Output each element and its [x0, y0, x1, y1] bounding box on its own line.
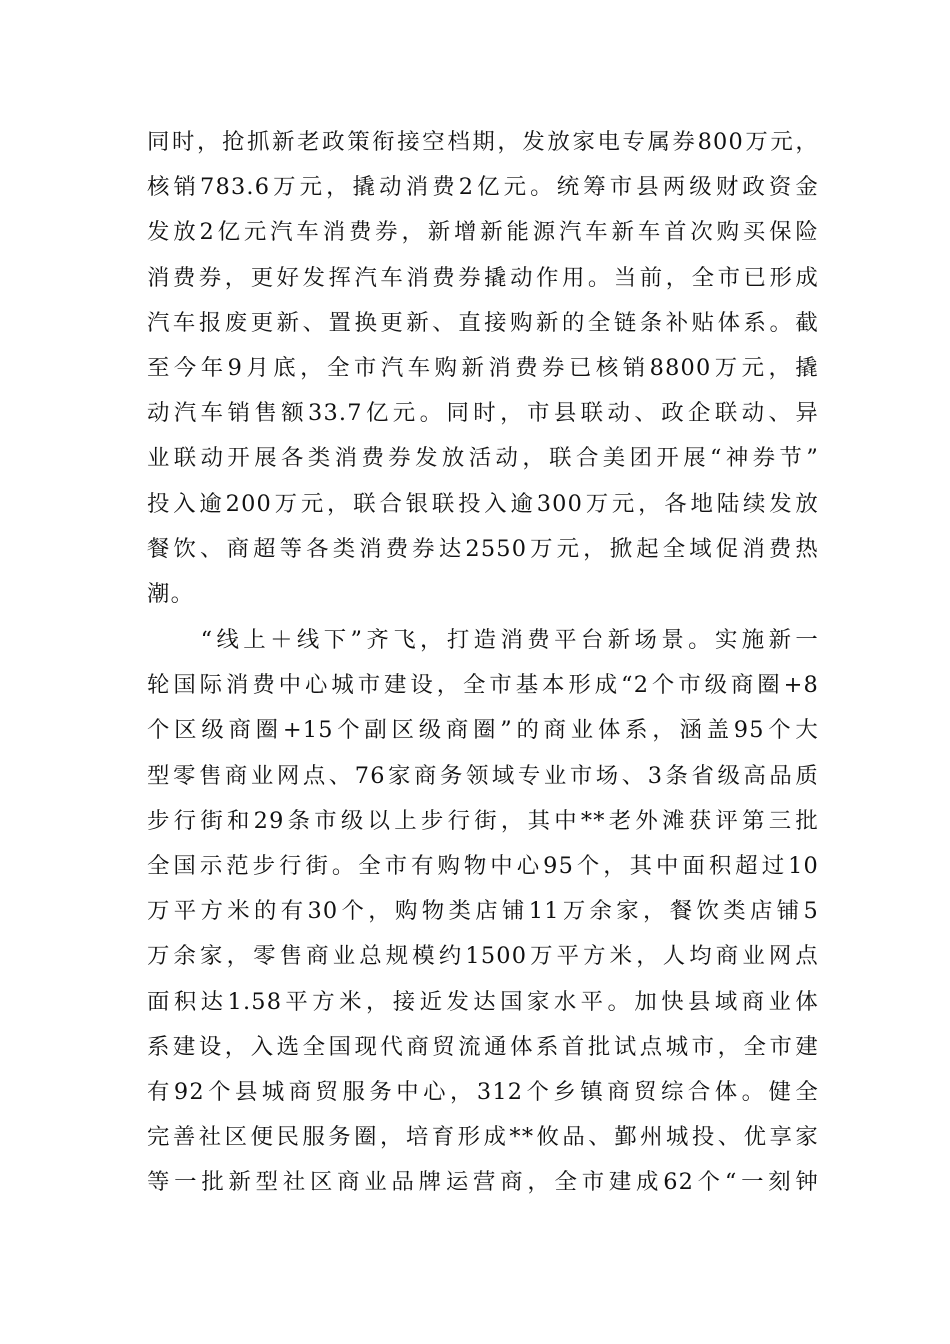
paragraph-line: 有92个县城商贸服务中心，312个乡镇商贸综合体。健全 — [147, 1078, 819, 1105]
paragraph-line: 汽车报废更新、置换更新、直接购新的全链条补贴体系。截 — [147, 309, 819, 336]
paragraph-line: 等一批新型社区商业品牌运营商，全市建成62个“一刻钟 — [147, 1169, 819, 1196]
paragraph-line: 同时，抢抓新老政策衔接空档期，发放家电专属券800万元， — [147, 129, 819, 155]
paragraph-line: 消费券，更好发挥汽车消费券撬动作用。当前，全市已形成 — [147, 264, 819, 291]
paragraph-consumption-platforms — [147, 618, 819, 1205]
paragraph-line: 个区级商圈+15个副区级商圈”的商业体系，涵盖95个大 — [147, 717, 819, 744]
paragraph-line: 业联动开展各类消费券发放活动，联合美团开展“神券节” — [147, 445, 819, 472]
paragraph-line: “线上＋线下”齐飞，打造消费平台新场景。实施新一 — [147, 627, 819, 653]
paragraph-consumer-vouchers — [147, 120, 819, 617]
paragraph-line: 全国示范步行街。全市有购物中心95个，其中面积超过10 — [147, 852, 819, 879]
paragraph-line: 步行街和29条市级以上步行街，其中**老外滩获评第三批 — [147, 807, 819, 834]
paragraph-line: 万平方米的有30个，购物类店铺11万余家，餐饮类店铺5 — [147, 898, 819, 925]
paragraph-line: 至今年9月底，全市汽车购新消费券已核销8800万元，撬 — [147, 354, 819, 381]
paragraph-line: 完善社区便民服务圈，培育形成**攸品、鄞州城投、优享家 — [147, 1124, 819, 1151]
paragraph-line: 型零售商业网点、76家商务领域专业市场、3条省级高品质 — [147, 762, 819, 789]
paragraph-line: 轮国际消费中心城市建设，全市基本形成“2个市级商圈+8 — [147, 672, 819, 699]
paragraph-line: 核销783.6万元，撬动消费2亿元。统筹市县两级财政资金 — [147, 174, 819, 201]
paragraph-line: 潮。 — [147, 580, 195, 607]
paragraph-line: 发放2亿元汽车消费券，新增新能源汽车新车首次购买保险 — [147, 219, 819, 246]
paragraph-line: 面积达1.58平方米，接近发达国家水平。加快县域商业体 — [147, 988, 819, 1015]
paragraph-line: 投入逾200万元，联合银联投入逾300万元，各地陆续发放 — [147, 490, 819, 517]
paragraph-line: 动汽车销售额33.7亿元。同时，市县联动、政企联动、异 — [147, 400, 819, 427]
paragraph-line: 餐饮、商超等各类消费券达2550万元，掀起全域促消费热 — [147, 535, 819, 562]
paragraph-line: 万余家，零售商业总规模约1500万平方米，人均商业网点 — [147, 943, 819, 970]
paragraph-line: 系建设，入选全国现代商贸流通体系首批试点城市，全市建 — [147, 1033, 819, 1060]
